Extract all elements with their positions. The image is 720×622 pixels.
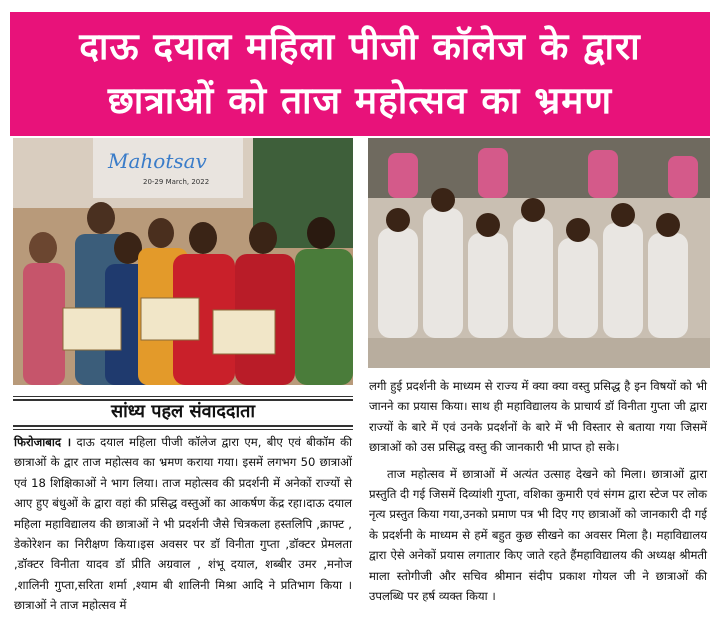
banner-text: Mahotsav [108,149,207,173]
headline-line-1: दाऊ दयाल महिला पीजी कॉलेज के द्वारा [79,25,641,68]
headline-banner [10,12,710,136]
paragraph-text: दाऊ दयाल महिला पीजी कॉलेज द्वारा एम, बीए एवं बीकॉम की छात्राओं के द्वार ताज महोत्सव का भ्रमण कराया गया। इसमें लगभग 50 छात्राओं एवं 18 शिक्षिकाओं ने भाग लिया। ताज महोत्सव की प्रदर्शनी में अनेकों राज्यों से आए हुए बंधुओं के द्वारा वहां की प्रसिद्ध वस्तुओं का आकर्षण केंद्र रहा।दाऊ दयाल महिला महाविद्यालय की छात्राओं ने भी प्रदर्शनी जैसे चित्रकला हस्तलिपि ,क्राफ्ट , डेकोरेशन का निरीक्षण किया।इस अवसर पर डॉ विनीता गुप्ता ,डॉक्टर प्रेमलता ,डॉक्टर विनीता यादव डॉ प्रीति अग्रवाल , शंभू दयाल, शब्बीर उमर ,मनोज ,शालिनी गुप्ता,सरिता शर्मा ,श्याम बी शालिनी मिश्रा आदि ने प्रतिभाग किया । छात्राओं ने ताज महोत्सव में [14,435,352,613]
photo-group-of-students [368,138,710,368]
article-paragraph-1-continued: लगी हुई प्रदर्शनी के माध्यम से राज्य में क्या क्या वस्तु प्रसिद्ध है इन विषयों को भी जानने का प्रयास किया। साथ ही महाविद्यालय के प्राचार्य डॉ विनीता गुप्ता जी द्वारा राज्यों के बारे में एवं उनके प्रदर्शनों के बारे में भी विस्तार से बताया गया जिसमें छात्राओं को उस प्रसिद्ध वस्तु की जानकारी भी प्राप्त हो सके। [369,379,707,455]
article-paragraph-1 [14,432,352,616]
article-column-right [369,376,707,612]
article-paragraph-2 [369,464,707,607]
photo-illustration [13,138,353,385]
byline: सांध्य पहल संवाददाता [13,396,353,430]
headline-line-2: छात्राओं को ताज महोत्सव का भ्रमण [107,79,613,122]
banner-date: 20-29 March, 2022 [143,178,210,186]
photo-students-with-certificates [13,138,353,385]
paragraph-text: ताज महोत्सव में छात्राओं में अत्यंत उत्साह देखने को मिला। छात्राओं द्वारा प्रस्तुति दी गई जिसमें दिव्यांशी गुप्ता, वशिका कुमारी एवं संगम द्वारा स्टेज पर लोक नृत्य प्रस्तुत किया गया,उनको प्रमाण पत्र भी दिए गए छात्राओं को जानकारी दी गई के प्रदर्शनी के माध्यम से हमें बहुत कुछ सीखने का अवसर मिला है। महाविद्यालय द्वारा ऐसे अनेकों प्रयास लगातार किए जाते रहते हैंमहाविद्यालय की अध्यक्ष श्रीमती माला स्तोगीजी और सचिव श्रीमान संदीप प्रकाश गोयल जी ने छात्राओं की उपलब्धि पर हर्ष व्यक्त किया । [369,466,707,604]
photo-illustration [368,138,710,368]
article-column-left [14,432,352,622]
dateline-place: फिरोजाबाद । [14,435,72,449]
